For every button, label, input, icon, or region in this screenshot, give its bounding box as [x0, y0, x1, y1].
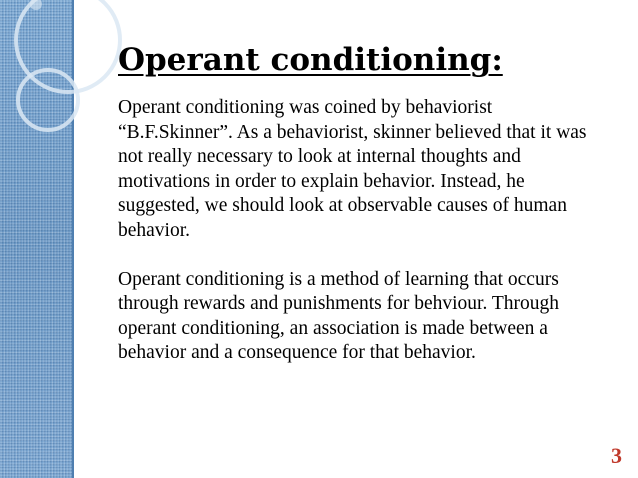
slide-title: Operant conditioning: [118, 42, 503, 78]
decorative-circles [0, 0, 130, 170]
body-paragraph-2: Operant conditioning is a method of learning that occurs through rewards and punishments for behviour. Through operant conditioning, an association is made between a behavior and a consequence for that behavior. [118, 268, 560, 363]
slide-body [118, 96, 598, 366]
slide-number: 3 [611, 443, 622, 468]
decorative-ring-small [18, 70, 78, 130]
decorative-dot [30, 0, 42, 10]
body-paragraph-1: Operant conditioning was coined by behaviorist “B.F.Skinner”. As a behaviorist, skinner believed that it was not really necessary to look at internal thoughts and motivations in order to explain behavior. Instead, he suggested, we should look at observable causes of human behavior. [118, 97, 587, 241]
